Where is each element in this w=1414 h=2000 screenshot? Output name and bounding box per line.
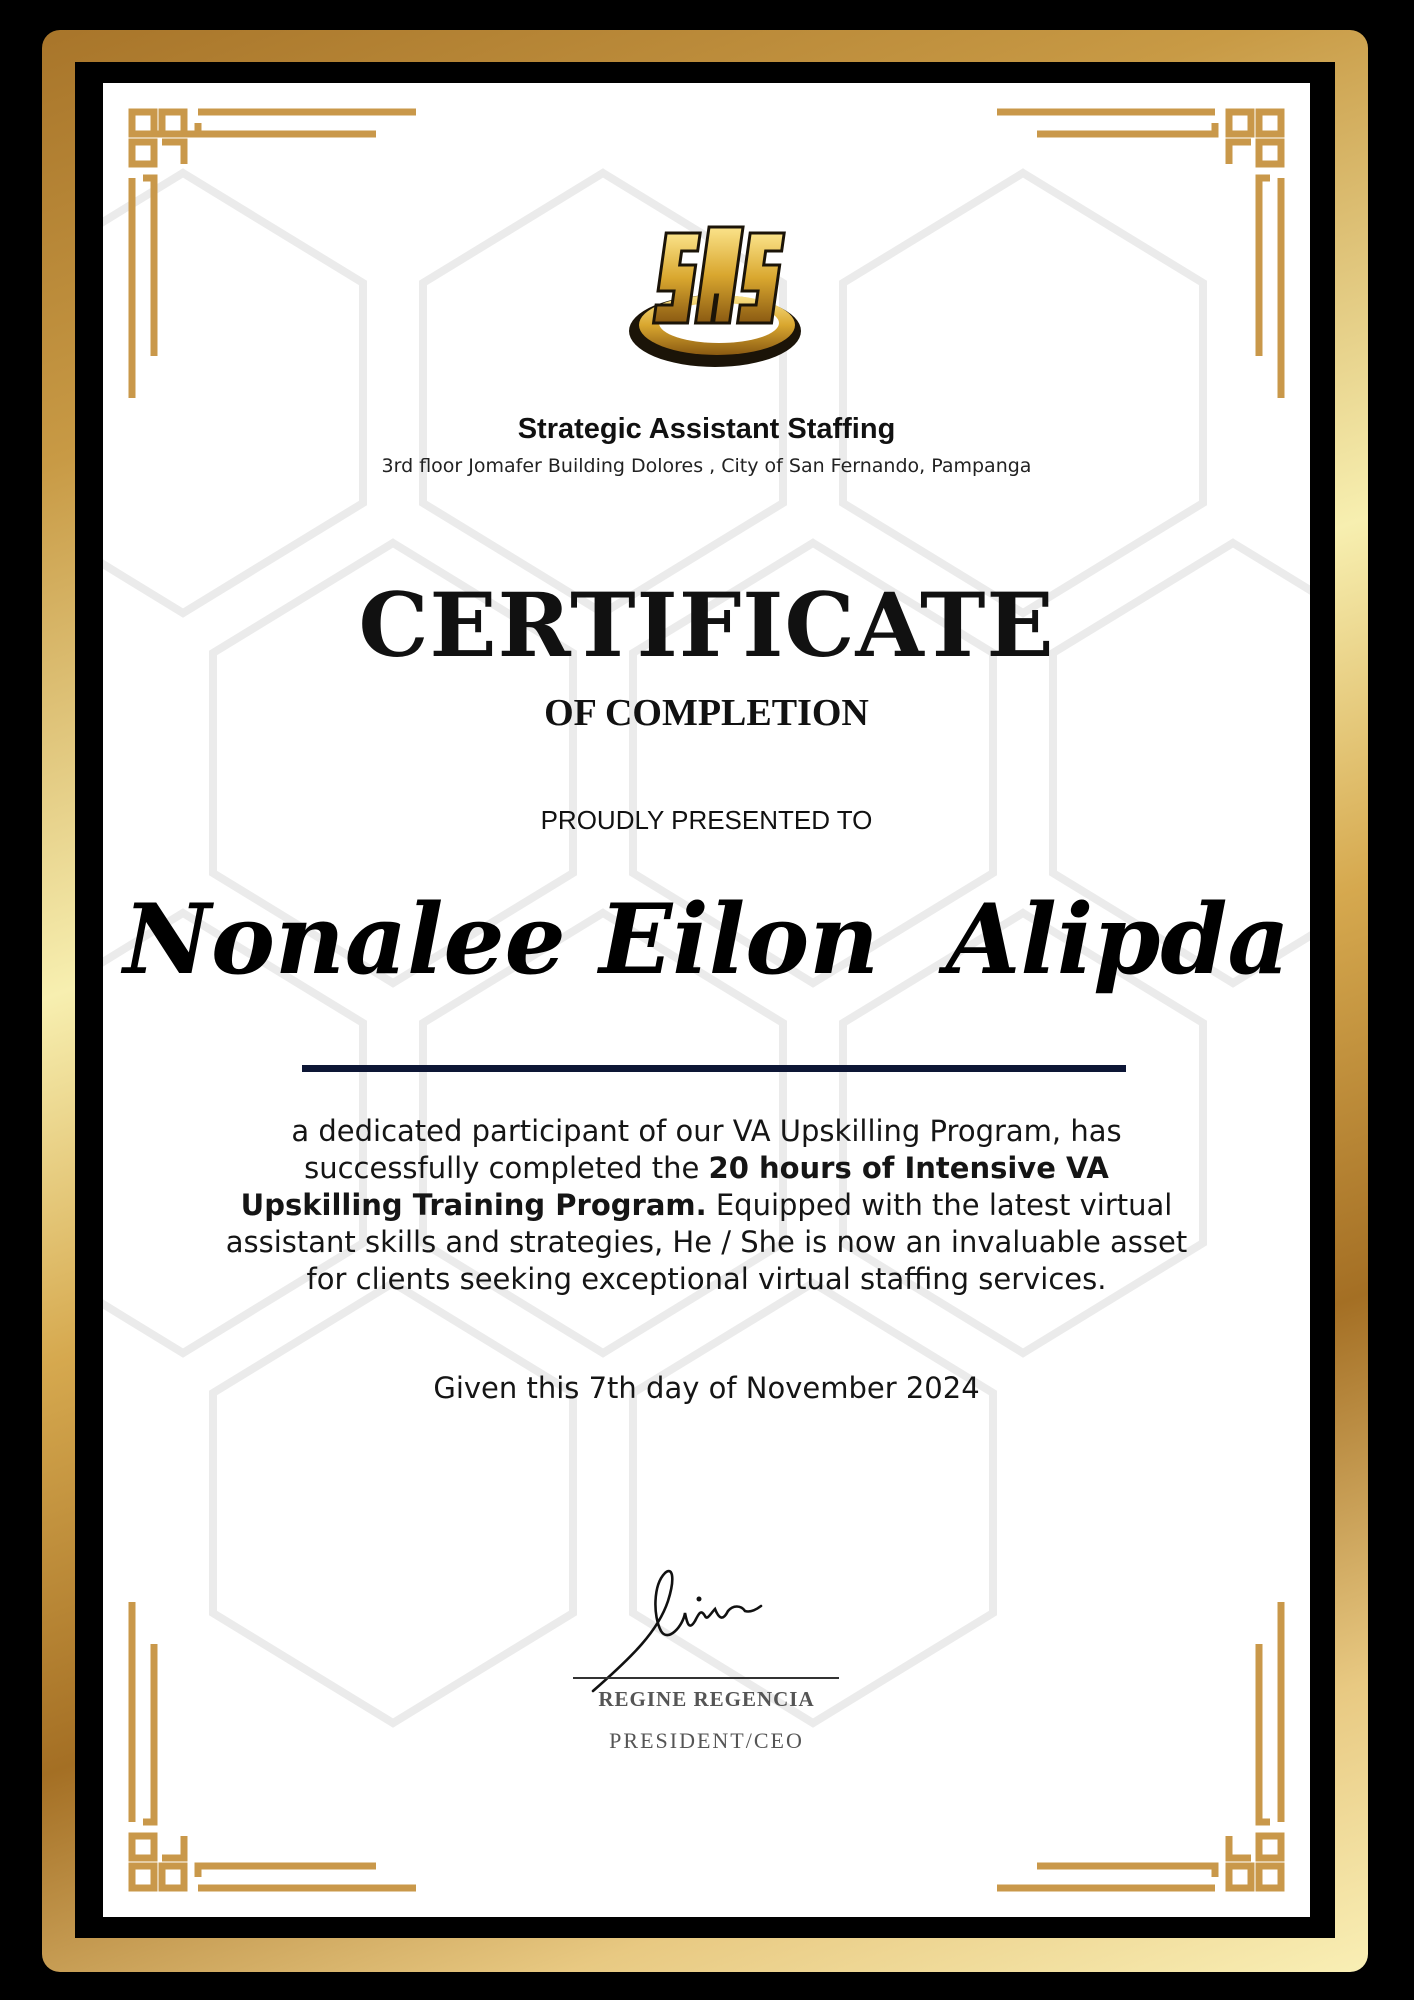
handwritten-signature [573, 1561, 833, 1701]
signatory-name: REGINE REGENCIA [598, 1687, 815, 1711]
recipient-name: Nonalee Eilon Alipda [123, 883, 1290, 996]
body-text-part2: Equipped with the latest virtual assistant skills and strategies, He / She is now an invaluable asset for clients seeking exceptional virtual staffing services. [225, 1188, 1188, 1296]
signature-line [573, 1677, 839, 1679]
sas-logo-icon [625, 213, 805, 383]
name-underline [302, 1065, 1126, 1072]
company-address: 3rd floor Jomafer Building Dolores , City of San Fernando, Pampanga [381, 455, 1032, 477]
body-text-bold: 20 hours of Intensive VA Upskilling Training Program. [240, 1151, 1109, 1222]
corner-ornament-top-left [128, 108, 428, 408]
certificate-paper [103, 83, 1310, 1917]
corner-ornament-top-right [985, 108, 1285, 408]
body-text-part1: a dedicated participant of our VA Upskilling Program, has successfully completed the [291, 1114, 1122, 1185]
presented-to-label: PROUDLY PRESENTED TO [540, 805, 873, 835]
signatory-title: PRESIDENT/CEO [609, 1728, 804, 1753]
company-name: Strategic Assistant Staffing [517, 413, 896, 445]
given-date: Given this 7th day of November 2024 [433, 1371, 980, 1405]
certificate-title: CERTIFICATE [358, 573, 1055, 677]
certificate-subtitle: OF COMPLETION [544, 692, 869, 734]
certificate-body [223, 1113, 1190, 1298]
